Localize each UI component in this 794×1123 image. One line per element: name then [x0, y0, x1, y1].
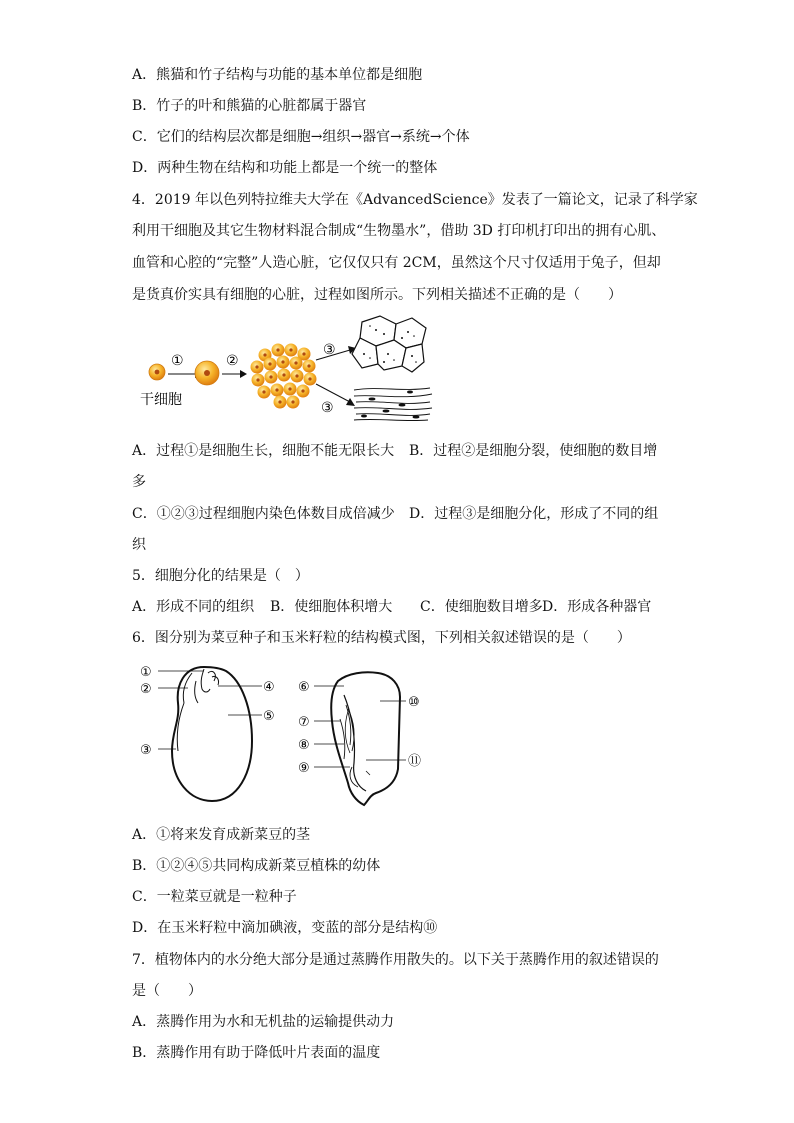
tissue-fibers — [354, 388, 432, 421]
bean-label-5: ⑤ — [263, 709, 275, 724]
step-3-upper-label: ③ — [323, 342, 336, 358]
q6-option-a: A．①将来发育成新菜豆的茎 — [132, 827, 311, 843]
corn-label-7: ⑦ — [298, 715, 310, 730]
corn-label-6: ⑥ — [298, 680, 310, 695]
arrow-3-upper — [316, 346, 356, 360]
bean-label-1: ① — [140, 665, 152, 680]
q4-option-a: A．过程①是细胞生长，细胞不能无限长大 — [132, 443, 395, 459]
stem-cell-figure — [140, 312, 440, 430]
q4-option-c: C．①②③过程细胞内染色体数目成倍减少 — [132, 506, 395, 522]
q5-option-d: D．形成各种器官 — [542, 599, 652, 615]
arrow-2 — [222, 370, 247, 378]
cell-cluster — [251, 344, 317, 409]
q3-option-c: C．它们的结构层次都是细胞→组织→器官→系统→个体 — [132, 129, 470, 145]
step-1-label: ① — [171, 353, 184, 369]
q4-option-d-cont: 织 — [132, 537, 146, 553]
q6-option-c: C．一粒菜豆就是一粒种子 — [132, 889, 297, 905]
step-2-label: ② — [226, 353, 239, 369]
q4-stem-line-4: 是货真价实具有细胞的心脏，过程如图所示。下列相关描述不正确的是（ ） — [132, 287, 622, 303]
q4-stem-line-3: 血管和心腔的“完整”人造心脏，它仅仅只有 2CM，虽然这个尺寸仅适用于兔子，但却 — [132, 255, 661, 271]
q3-option-a: A．熊猫和竹子结构与功能的基本单位都是细胞 — [132, 67, 423, 83]
q6-option-d: D．在玉米籽粒中滴加碘液，变蓝的部分是结构⑩ — [132, 920, 438, 936]
bean-label-3: ③ — [140, 743, 152, 758]
q5-option-c: C．使细胞数目增多 — [420, 599, 543, 615]
q3-option-d: D．两种生物在结构和功能上都是一个统一的整体 — [132, 160, 438, 176]
corn-label-10: ⑩ — [408, 695, 420, 710]
bean-label-4: ④ — [263, 680, 275, 695]
q7-stem-line-2: 是（ ） — [132, 983, 202, 999]
step-3-lower-label: ③ — [321, 400, 334, 416]
corn-label-11: ⑪ — [408, 754, 422, 769]
bean-seed — [172, 667, 252, 801]
stem-cell-label: 干细胞 — [140, 392, 182, 408]
small-stem-cell — [149, 364, 165, 380]
q5-option-b: B．使细胞体积增大 — [270, 599, 393, 615]
q7-stem-line-1: 7．植物体内的水分绝大部分是通过蒸腾作用散失的。以下关于蒸腾作用的叙述错误的 — [132, 952, 659, 968]
q7-option-b: B．蒸腾作用有助于降低叶片表面的温度 — [132, 1045, 381, 1061]
q3-option-b: B．竹子的叶和熊猫的心脏都属于器官 — [132, 98, 367, 114]
q4-option-b-cont: 多 — [132, 474, 146, 490]
q5-stem: 5．细胞分化的结果是（ ） — [132, 568, 309, 584]
seed-figure — [138, 659, 438, 809]
q4-option-d: D．过程③是细胞分化，形成了不同的组 — [409, 506, 659, 522]
q5-option-a: A．形成不同的组织 — [132, 599, 255, 615]
q4-stem-line-2: 利用干细胞及其它生物材料混合制成“生物墨水”，借助 3D 打印机打印出的拥有心肌、 — [132, 223, 666, 239]
q4-stem-line-1: 4．2019 年以色列特拉维夫大学在《AdvancedScience》发表了一篇论文，记录了科学家 — [132, 192, 698, 208]
corn-label-9: ⑨ — [298, 761, 310, 776]
corn-label-8: ⑧ — [298, 738, 310, 753]
q6-option-b: B．①②④⑤共同构成新菜豆植株的幼体 — [132, 858, 381, 874]
grown-cell — [195, 361, 219, 385]
bean-label-2: ② — [140, 682, 152, 697]
q4-option-b: B．过程②是细胞分裂，使细胞的数目增 — [409, 443, 658, 459]
corn-kernel — [331, 672, 400, 805]
q7-option-a: A．蒸腾作用为水和无机盐的运输提供动力 — [132, 1014, 395, 1030]
tissue-round-cells — [352, 316, 426, 372]
q6-stem: 6．图分别为菜豆种子和玉米籽粒的结构模式图，下列相关叙述错误的是（ ） — [132, 630, 631, 646]
